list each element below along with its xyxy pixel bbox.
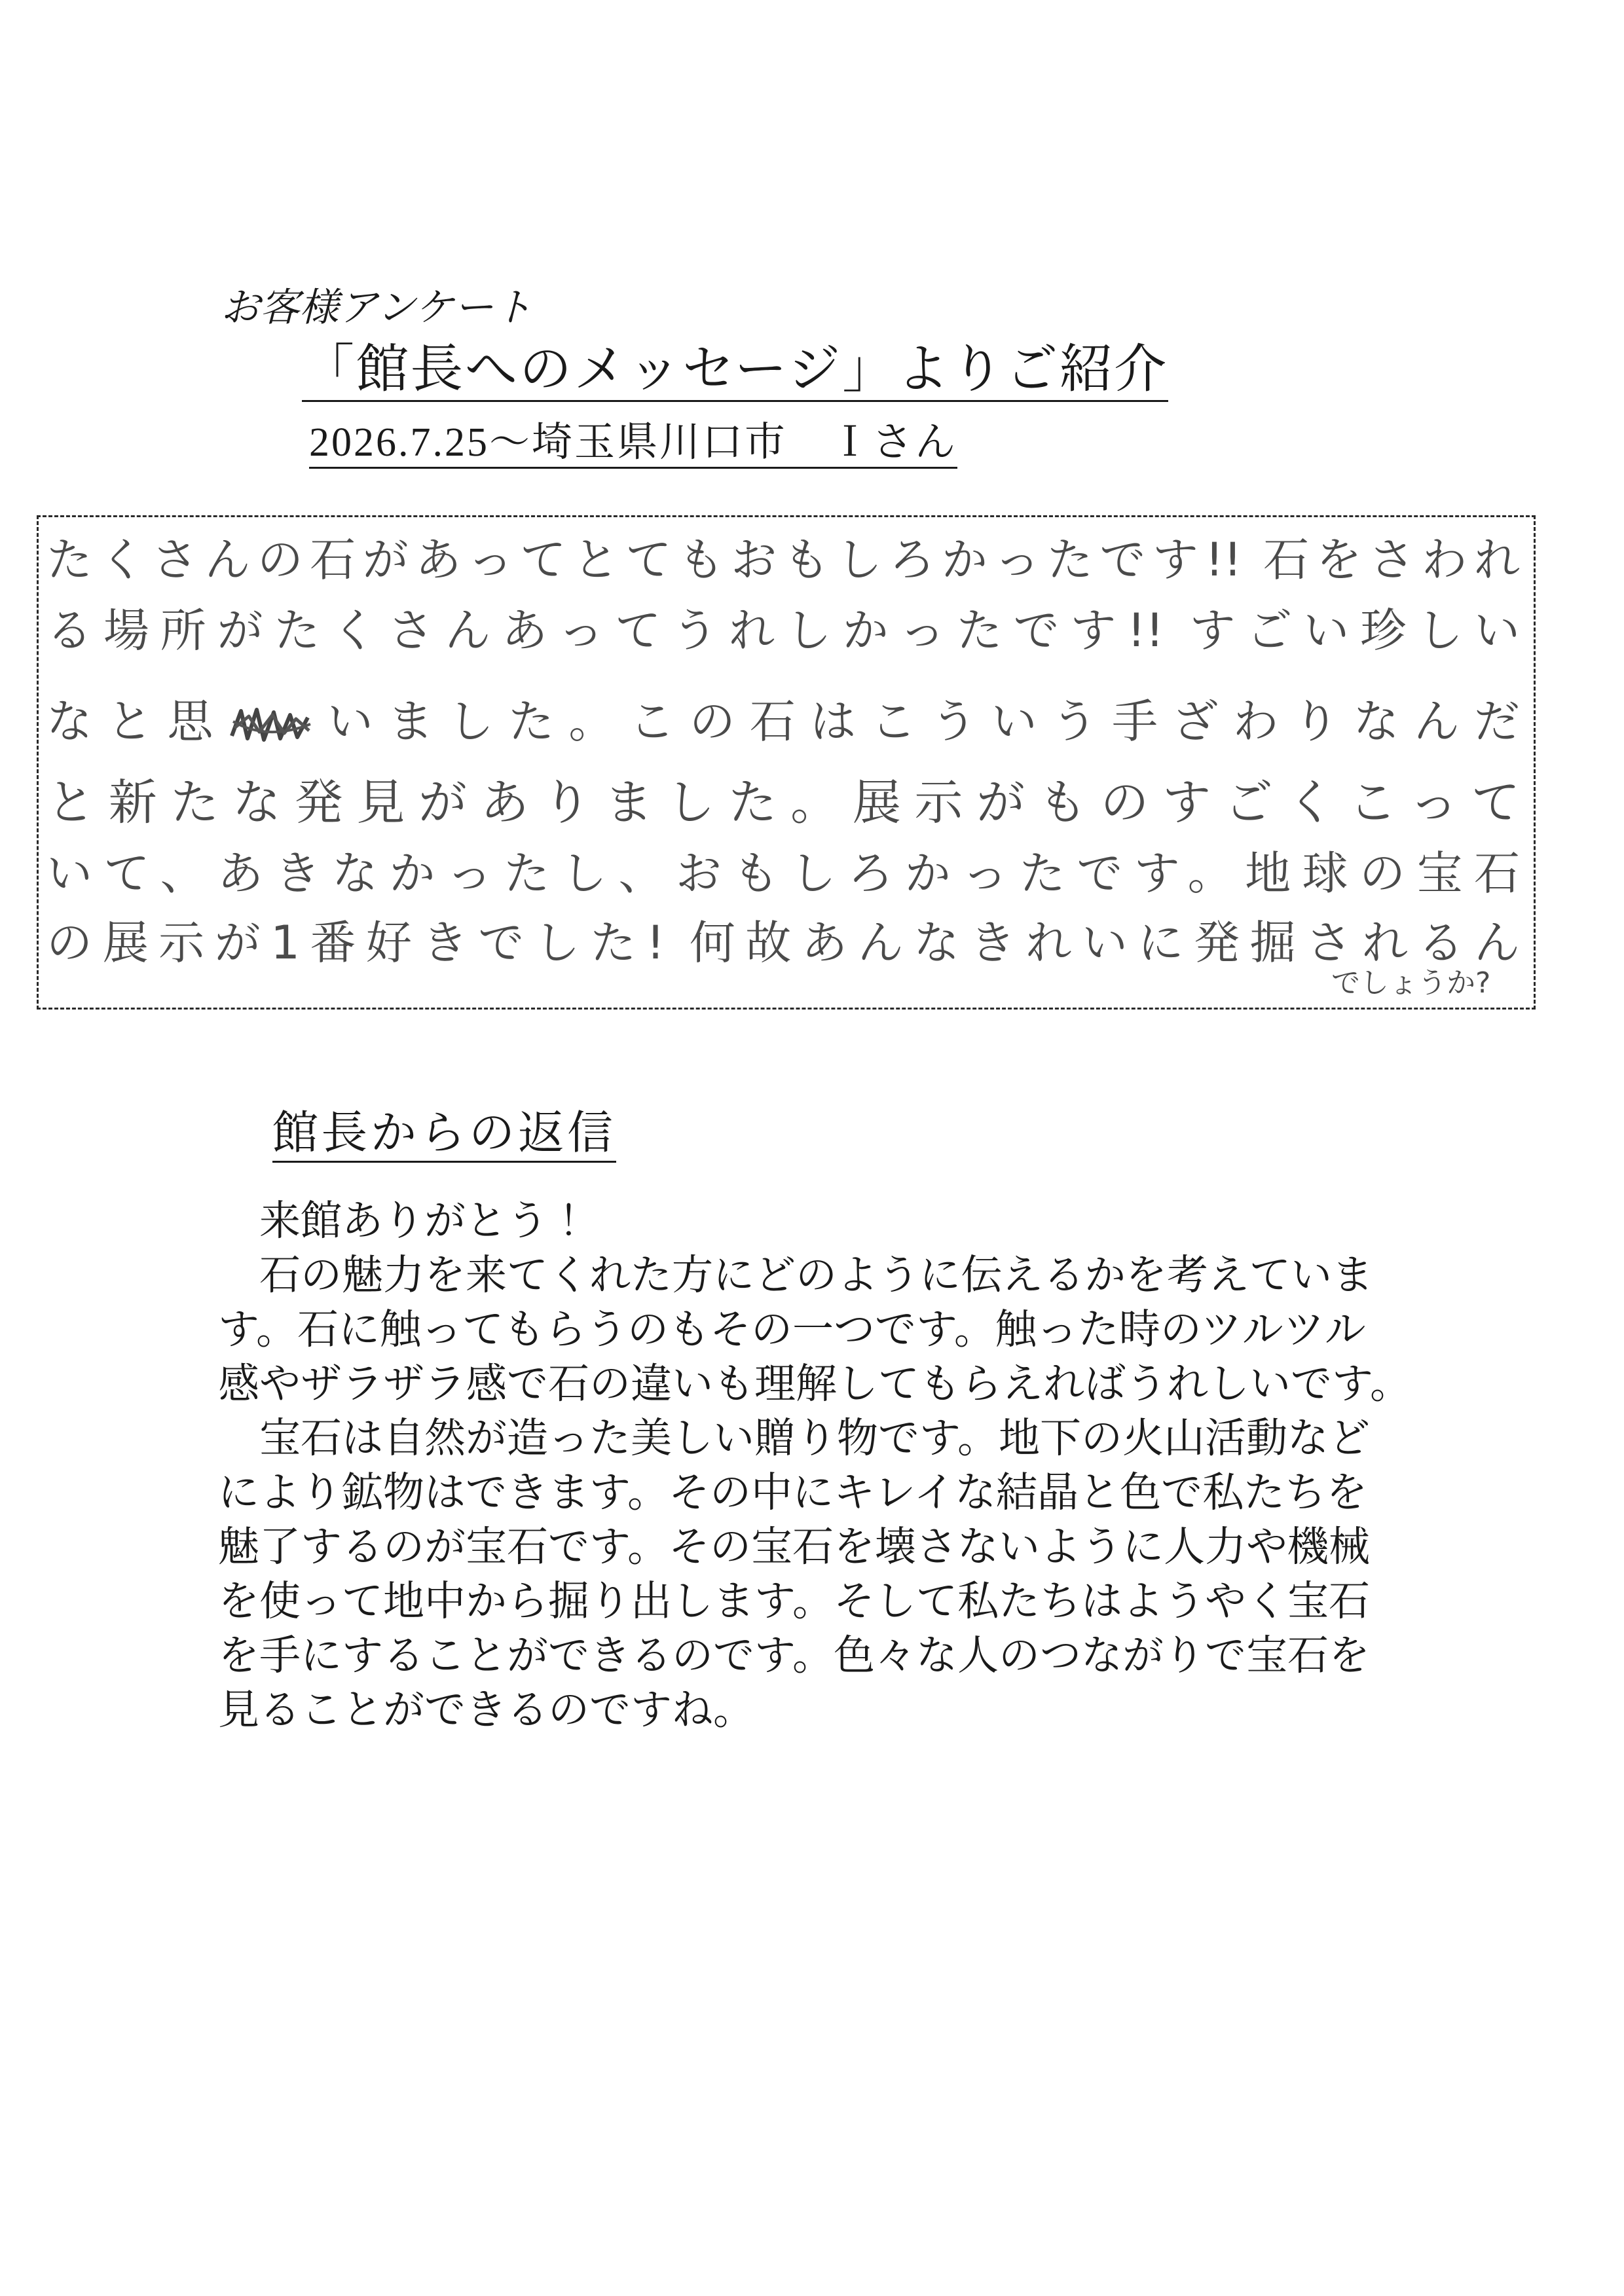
reply-line: 魅了するのが宝石です。その宝石を壊さないように人力や機械: [218, 1524, 1370, 1570]
message-line-5: いて、あきなかったし、おもしろかったです。地球の宝石: [46, 847, 1520, 900]
reply-line: 感やザラザラ感で石の違いも理解してもらえればうれしいです。: [218, 1361, 1411, 1407]
document-title: 「館長へのメッセージ」よりご紹介: [302, 344, 1168, 402]
reply-line: 来館ありがとう！: [259, 1198, 589, 1244]
reply-line: す。石に触ってもらうのもその一つです。触った時のツルツル: [218, 1307, 1366, 1353]
visitor-info: 2026.7.25～埼玉県川口市 Ｉさん: [309, 422, 957, 469]
reply-heading: 館長からの返信: [272, 1111, 616, 1163]
reply-line: 宝石は自然が造った美しい贈り物です。地下の火山活動など: [259, 1415, 1370, 1461]
message-line-1: たくさんの石があってとてもおもしろかったです!! 石をさわれ: [46, 533, 1520, 587]
survey-label: お客様アンケート: [221, 286, 533, 329]
message-closing: でしょうか?: [1331, 966, 1491, 1000]
message-line-3-start: なと思: [46, 695, 228, 748]
visitor-message-box: [37, 515, 1536, 1010]
strikeout-scribble: [228, 702, 313, 748]
message-line-4: と新たな発見がありました。展示がものすごくこって: [46, 774, 1520, 831]
message-line-3: [46, 695, 1521, 748]
message-line-2: る場所がたくさんあってうれしかったです!! すごい珍しい: [46, 604, 1520, 657]
reply-line: を使って地中から掘り出します。そして私たちはようやく宝石: [218, 1578, 1370, 1624]
reply-line: 石の魅力を来てくれた方にどのように伝えるかを考えていま: [259, 1252, 1373, 1298]
reply-line: を手にすることができるのです。色々な人のつながりで宝石を: [218, 1633, 1370, 1679]
reply-line: により鉱物はできます。その中にキレイな結晶と色で私たちを: [218, 1470, 1368, 1516]
message-line-3-end: いました。この石はこういう手ざわりなんだ: [312, 695, 1521, 748]
message-line-6: の展示が1番好きでした! 何故あんなきれいに発掘されるん: [46, 916, 1520, 970]
reply-body: [218, 1194, 1495, 1738]
reply-line: 見ることができるのですね。: [218, 1687, 754, 1733]
